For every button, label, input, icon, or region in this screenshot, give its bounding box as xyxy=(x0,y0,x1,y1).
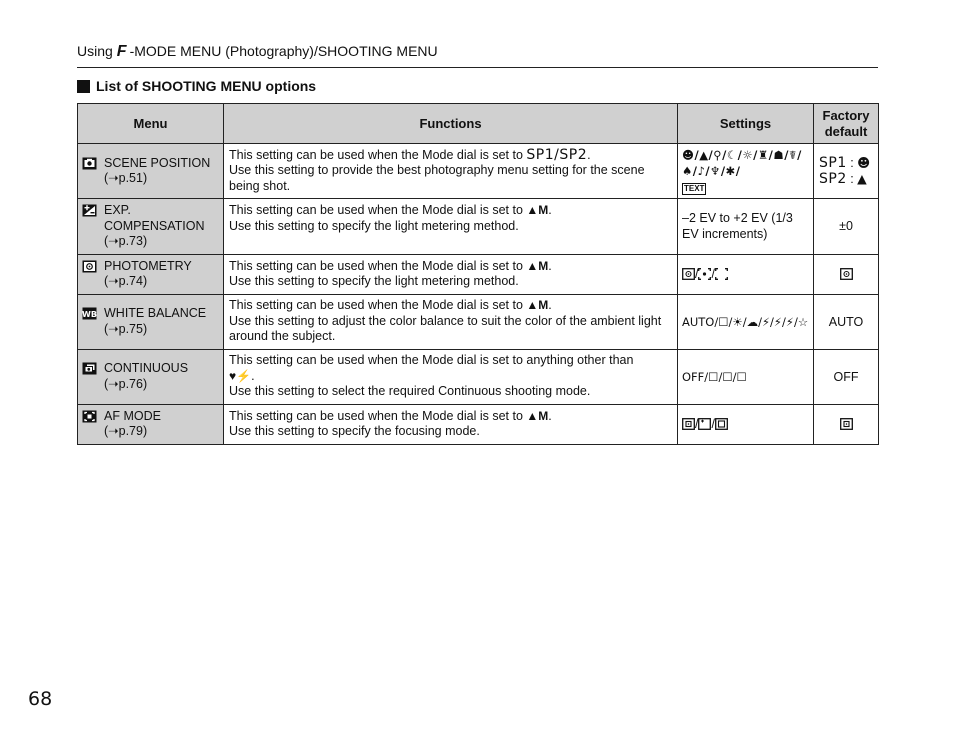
settings-cell xyxy=(678,349,814,404)
function-description: Use this setting to specify the focusing mode. xyxy=(229,424,480,438)
menu-cell xyxy=(78,294,224,349)
function-text: This setting can be used when the Mode dial is set to anything other than xyxy=(229,353,634,368)
menu-item-name: WHITE BALANCE xyxy=(104,306,207,320)
center-af-icon xyxy=(840,417,853,431)
menu-cell xyxy=(78,144,224,199)
function-description: Use this setting to select the required Continuous shooting mode. xyxy=(229,384,591,399)
scene-position-icon xyxy=(82,157,97,170)
af-mode-icon xyxy=(82,410,97,423)
table-row xyxy=(78,199,879,255)
table-row xyxy=(78,254,879,294)
factory-default-cell: AUTO xyxy=(814,294,879,349)
page-header xyxy=(77,43,878,68)
multi-af-icon xyxy=(698,417,711,431)
continuous-options: OFF/☐/☐/☐ xyxy=(682,369,747,384)
section-title-text: List of SHOOTING MENU options xyxy=(96,78,317,94)
column-header-settings: Settings xyxy=(678,104,814,144)
header-suffix: -MODE MENU (Photography)/SHOOTING MENU xyxy=(129,43,438,59)
menu-cell xyxy=(78,199,224,255)
functions-cell xyxy=(224,144,678,199)
area-af-icon xyxy=(715,417,728,431)
table-row xyxy=(78,404,879,444)
function-text-end: . xyxy=(251,368,255,383)
header-prefix: Using xyxy=(77,43,113,59)
functions-cell xyxy=(224,349,678,404)
white-balance-options: AUTO/☐/☀/☁/⚡/⚡/⚡/☆ xyxy=(682,314,809,329)
camera-manual-icon: ▲M xyxy=(526,258,549,273)
table-row xyxy=(78,294,879,349)
menu-item-name: SCENE POSITION xyxy=(104,155,211,170)
text-mode-icon: TEXT xyxy=(684,184,705,193)
menu-item-name: CONTINUOUS xyxy=(104,361,189,375)
center-af-icon xyxy=(682,417,695,431)
function-text-end: . xyxy=(548,298,552,313)
section-title xyxy=(77,78,316,94)
function-description: Use this setting to adjust the color balance to suit the color of the ambient light around the subject. xyxy=(229,313,662,344)
continuous-icon xyxy=(82,362,97,375)
function-description: Use this setting to specify the light metering method. xyxy=(229,274,519,288)
exp-compensation-icon xyxy=(82,204,97,217)
settings-cell: / / xyxy=(678,254,814,294)
menu-item-name: EXP. COMPENSATION xyxy=(104,203,205,233)
menu-cell xyxy=(78,349,224,404)
table-row xyxy=(78,144,879,199)
average-metering-icon xyxy=(715,267,728,281)
factory-header-line1: Factory xyxy=(822,107,870,123)
page-reference: (➝p.79) xyxy=(104,424,148,438)
factory-default-cell xyxy=(814,254,879,294)
sp2-icon: SP2 xyxy=(819,171,847,187)
page-reference: (➝p.75) xyxy=(104,321,148,336)
sp-mode-icon: SP1/SP2 xyxy=(526,146,588,163)
function-text: This setting can be used when the Mode dial is set to xyxy=(229,258,523,273)
camera-manual-icon: ▲M xyxy=(526,298,549,313)
page-reference: (➝p.76) xyxy=(104,376,148,391)
portrait-icon: ☻ xyxy=(857,155,871,170)
svg-text:WB: WB xyxy=(82,310,97,319)
white-balance-icon xyxy=(82,307,97,320)
column-header-menu: Menu xyxy=(78,104,224,144)
settings-cell: / / xyxy=(678,404,814,444)
menu-item-name: PHOTOMETRY xyxy=(104,258,192,273)
multi-metering-icon xyxy=(840,267,853,281)
camera-manual-icon: ▲M xyxy=(526,203,549,217)
functions-cell xyxy=(224,254,678,294)
multi-metering-icon xyxy=(682,267,695,281)
function-description: Use this setting to specify the light metering method. xyxy=(229,218,519,233)
function-text: This setting can be used when the Mode dial is set to xyxy=(229,147,523,162)
factory-default-cell xyxy=(814,404,879,444)
menu-cell xyxy=(78,404,224,444)
functions-cell xyxy=(224,199,678,255)
settings-cell: –2 EV to +2 EV (1/3 EV increments) xyxy=(678,199,814,255)
table-row xyxy=(78,349,879,404)
functions-cell xyxy=(224,294,678,349)
factory-default-cell: OFF xyxy=(814,349,879,404)
column-header-functions: Functions xyxy=(224,104,678,144)
page-number: 68 xyxy=(28,688,53,710)
page-reference: (➝p.73) xyxy=(104,234,148,248)
scene-mode-icons: ☻/▲/⚲/☾/☼/♜/☗/☤/♠/♪/♆/✱/ xyxy=(682,148,802,178)
column-header-factory-default xyxy=(814,104,879,144)
function-text: This setting can be used when the Mode dial is set to xyxy=(229,203,523,217)
page-reference: (➝p.74) xyxy=(104,274,148,288)
function-text-end: . xyxy=(548,258,552,273)
factory-default-cell: SP1 : ☻ SP2 : ▲ xyxy=(814,144,879,199)
sp1-icon: SP1 xyxy=(819,155,847,171)
spot-metering-icon xyxy=(698,267,711,281)
factory-header-line2: default xyxy=(824,123,868,139)
camera-manual-icon: ▲M xyxy=(526,408,549,423)
table-header-row xyxy=(78,104,879,144)
function-text: This setting can be used when the Mode dial is set to xyxy=(229,298,523,313)
shooting-menu-table xyxy=(77,103,879,445)
settings-cell xyxy=(678,294,814,349)
function-text-end: . xyxy=(548,408,552,423)
f-mode-icon: F xyxy=(116,43,127,60)
function-text-end: . xyxy=(548,203,552,217)
function-description: Use this setting to provide the best photography menu setting for the scene being shot. xyxy=(229,163,645,193)
functions-cell xyxy=(224,404,678,444)
square-bullet-icon xyxy=(77,80,90,93)
factory-default-cell: ±0 xyxy=(814,199,879,255)
page-reference: (➝p.51) xyxy=(104,171,148,185)
landscape-icon: ▲ xyxy=(857,171,867,186)
movie-flash-icon: ♥⚡ xyxy=(229,368,252,383)
menu-cell xyxy=(78,254,224,294)
function-text: This setting can be used when the Mode dial is set to xyxy=(229,408,523,423)
function-text-end: . xyxy=(587,147,591,162)
menu-item-name: AF MODE xyxy=(104,408,161,423)
photometry-icon xyxy=(82,260,97,273)
settings-cell xyxy=(678,144,814,199)
